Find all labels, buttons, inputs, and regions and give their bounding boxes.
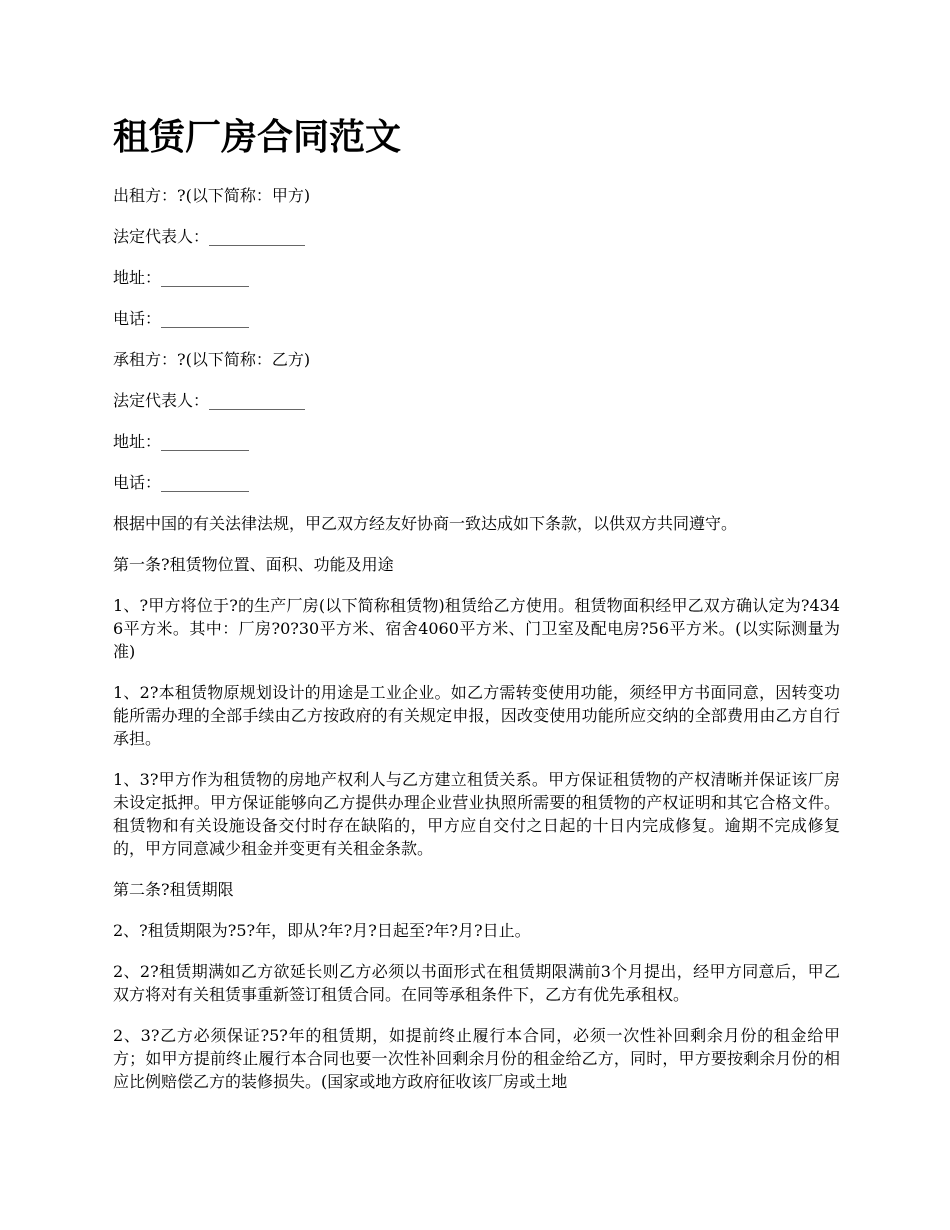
lessor-representative: 法定代表人：____________ bbox=[113, 227, 306, 246]
clause-1-2: 1、2?本租赁物原规划设计的用途是工业企业。如乙方需转变使用功能，须经甲方书面同意，因转变功能所需办理的全部手续由乙方按政府的有关规定申报，因改变使用功能所应交纳的全部费用由乙方自行承担。 bbox=[113, 683, 840, 748]
document-title: 租赁厂房合同范文 bbox=[113, 116, 402, 158]
clause-1-1: 1、?甲方将位于?的生产厂房(以下简称租赁物)租赁给乙方使用。租赁物面积经甲乙双方确认定为?4346平方米。其中：厂房?0?30平方米、宿舍4060平方米、门卫室及配电房?56平方米。(以实际测量为准) bbox=[113, 596, 840, 661]
lessor-address: 地址：___________ bbox=[113, 268, 250, 287]
clause-2-1: 2、?租赁期限为?5?年，即从?年?月?日起至?年?月?日止。 bbox=[113, 921, 531, 940]
clause-2-3: 2、3?乙方必须保证?5?年的租赁期，如提前终止履行本合同，必须一次性补回剩余月份的租金给甲方；如甲方提前终止履行本合同也要一次性补回剩余月份的租金给乙方，同时，甲方要按剩余月份的相应比例赔偿乙方的装修损失。(国家或地方政府征收该厂房或土地 bbox=[113, 1026, 840, 1091]
article-2-heading: 第二条?租赁期限 bbox=[113, 880, 234, 899]
article-1-heading: 第一条?租赁物位置、面积、功能及用途 bbox=[113, 555, 394, 574]
lessee-phone: 电话：___________ bbox=[113, 473, 250, 492]
intro-paragraph: 根据中国的有关法律法规，甲乙双方经友好协商一致达成如下条款，以供双方共同遵守。 bbox=[113, 514, 738, 533]
document-body bbox=[113, 112, 840, 1111]
clause-2-2: 2、2?租赁期满如乙方欲延长则乙方必须以书面形式在租赁期限满前3个月提出，经甲方同意后，甲乙双方将对有关租赁事重新签订租赁合同。在同等承租条件下，乙方有优先承租权。 bbox=[113, 962, 840, 1004]
lessor-line: 出租方：?(以下简称：甲方) bbox=[113, 186, 311, 205]
clause-1-3: 1、3?甲方作为租赁物的房地产权利人与乙方建立租赁关系。甲方保证租赁物的产权清晰并保证该厂房未设定抵押。甲方保证能够向乙方提供办理企业营业执照所需要的租赁物的产权证明和其它合格文件。租赁物和有关设施设备交付时存在缺陷的，甲方应自交付之日起的十日内完成修复。逾期不完成修复的，甲方同意减少租金并变更有关租金条款。 bbox=[113, 770, 840, 858]
lessee-representative: 法定代表人：____________ bbox=[113, 391, 306, 410]
lessor-phone: 电话：___________ bbox=[113, 309, 250, 328]
lessee-line: 承租方：?(以下简称：乙方) bbox=[113, 350, 311, 369]
lessee-address: 地址：___________ bbox=[113, 432, 250, 451]
